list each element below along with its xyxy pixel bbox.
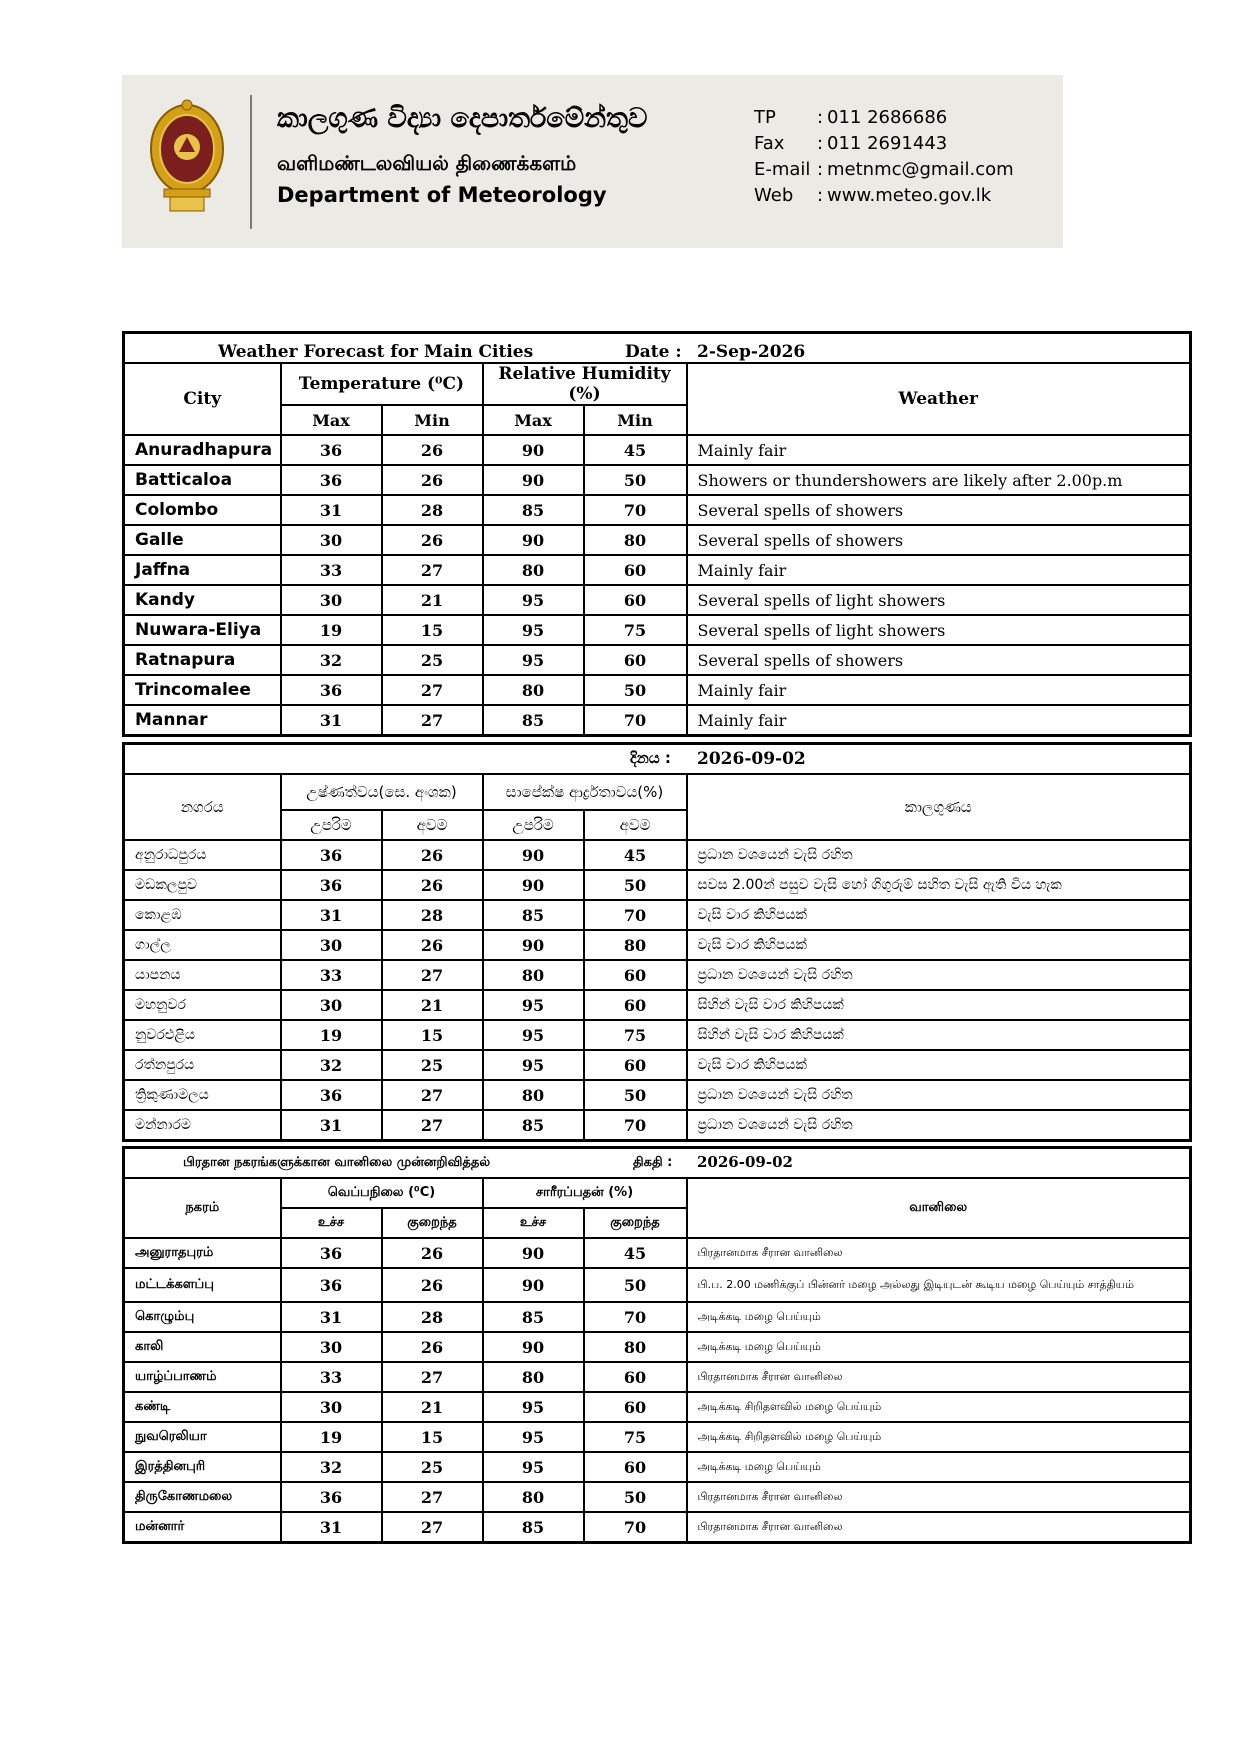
rh-max-cell: 90 [483, 870, 584, 900]
table-row [124, 1268, 1191, 1302]
rh-max-cell: 95 [483, 1422, 584, 1452]
temp-max-cell: 30 [281, 1392, 382, 1422]
temp-min-cell: 26 [382, 840, 483, 870]
table-row [124, 900, 1191, 930]
header-row [124, 774, 1191, 810]
col-header-temp-min: අවම [382, 810, 483, 840]
contact-separator: : [817, 107, 824, 128]
table-body [124, 435, 1191, 736]
col-header-weather: வானிலை [687, 1178, 1191, 1238]
weather-cell: Several spells of showers [687, 495, 1191, 525]
rh-min-cell: 45 [584, 435, 687, 465]
header-banner [122, 75, 1063, 248]
temp-min-cell: 28 [382, 1302, 483, 1332]
date-label: Date : [625, 342, 682, 362]
temp-max-cell: 30 [281, 525, 382, 555]
temp-min-cell: 26 [382, 930, 483, 960]
table-row [124, 705, 1191, 736]
rh-min-cell: 60 [584, 585, 687, 615]
table-row [124, 1482, 1191, 1512]
temp-max-cell: 30 [281, 930, 382, 960]
temp-max-cell: 31 [281, 495, 382, 525]
temp-max-cell: 33 [281, 555, 382, 585]
contact-block [754, 105, 1014, 209]
city-cell: Galle [124, 525, 281, 555]
temp-max-cell: 36 [281, 675, 382, 705]
rh-max-cell: 90 [483, 930, 584, 960]
rh-min-cell: 60 [584, 1050, 687, 1080]
rh-max-cell: 85 [483, 1110, 584, 1141]
temp-min-cell: 26 [382, 1238, 483, 1268]
contact-value[interactable]: www.meteo.gov.lk [827, 185, 992, 206]
temp-max-cell: 31 [281, 1302, 382, 1332]
temp-max-cell: 31 [281, 900, 382, 930]
col-header-temp-max: Max [281, 405, 382, 435]
weather-cell: Mainly fair [687, 675, 1191, 705]
temp-max-cell: 36 [281, 840, 382, 870]
table-title-row [124, 333, 1191, 364]
col-header-weather: Weather [687, 363, 1191, 435]
temp-min-cell: 27 [382, 1110, 483, 1141]
rh-min-cell: 45 [584, 840, 687, 870]
table-row [124, 1238, 1191, 1268]
temp-max-cell: 36 [281, 1268, 382, 1302]
temp-max-cell: 30 [281, 990, 382, 1020]
rh-max-cell: 90 [483, 525, 584, 555]
city-cell: காலி [124, 1332, 281, 1362]
table-body [124, 1238, 1191, 1543]
rh-min-cell: 45 [584, 1238, 687, 1268]
rh-max-cell: 80 [483, 1080, 584, 1110]
weather-cell: සවස 2.00න් පසුව වැසි හෝ ගිගුරුම් සහිත වැසි ඇති විය හැක [687, 870, 1191, 900]
date-value: 2026-09-02 [697, 1153, 793, 1171]
rh-min-cell: 70 [584, 1512, 687, 1543]
temp-max-cell: 31 [281, 1110, 382, 1141]
city-cell: මන්නාරම [124, 1110, 281, 1141]
table-title-row [124, 744, 1191, 775]
table-title-cell [124, 1148, 1191, 1179]
col-header-city: City [124, 363, 281, 435]
contact-value[interactable]: metnmc@gmail.com [827, 159, 1014, 180]
city-cell: Nuwara-Eliya [124, 615, 281, 645]
temp-min-cell: 26 [382, 1332, 483, 1362]
city-cell: Jaffna [124, 555, 281, 585]
table-title-cell [124, 333, 1191, 364]
weather-cell: பி.ப. 2.00 மணிக்குப் பின்னர் மழை அல்லது இடியுடன் கூடிய மழை பெய்யும் சாத்தியம் [687, 1268, 1191, 1302]
col-header-weather: කාලගුණය [687, 774, 1191, 840]
rh-max-cell: 90 [483, 465, 584, 495]
temp-max-cell: 36 [281, 1080, 382, 1110]
temp-min-cell: 15 [382, 615, 483, 645]
rh-max-cell: 85 [483, 900, 584, 930]
city-cell: Colombo [124, 495, 281, 525]
table-title: பிரதான நகரங்களுக்கான வானிலை முன்னறிவித்தல் [183, 1155, 491, 1170]
table-row [124, 1392, 1191, 1422]
rh-max-cell: 95 [483, 1020, 584, 1050]
weather-cell: பிரதானமாக சீரான வானிலை [687, 1482, 1191, 1512]
temp-min-cell: 21 [382, 990, 483, 1020]
weather-cell: Several spells of showers [687, 525, 1191, 555]
table-row [124, 495, 1191, 525]
rh-max-cell: 95 [483, 585, 584, 615]
date-value: 2-Sep-2026 [697, 342, 806, 362]
weather-cell: அடிக்கடி மழை பெய்யும் [687, 1332, 1191, 1362]
temp-max-cell: 19 [281, 615, 382, 645]
rh-max-cell: 95 [483, 1392, 584, 1422]
temp-max-cell: 19 [281, 1422, 382, 1452]
rh-min-cell: 80 [584, 1332, 687, 1362]
city-cell: ගාල්ල [124, 930, 281, 960]
table-row [124, 675, 1191, 705]
weather-cell: සිහින් වැසි වාර කිහිපයක් [687, 990, 1191, 1020]
contact-fax [754, 131, 1014, 157]
temp-min-cell: 26 [382, 465, 483, 495]
rh-max-cell: 95 [483, 990, 584, 1020]
table-row [124, 840, 1191, 870]
temp-max-cell: 33 [281, 960, 382, 990]
forecast-table-sinhala [122, 742, 1192, 1142]
weather-cell: அடிக்கடி மழை பெய்யும் [687, 1302, 1191, 1332]
col-header-rh-min: Min [584, 405, 687, 435]
temp-max-cell: 36 [281, 435, 382, 465]
temp-min-cell: 27 [382, 1482, 483, 1512]
rh-max-cell: 80 [483, 1362, 584, 1392]
city-cell: මහනුවර [124, 990, 281, 1020]
rh-max-cell: 90 [483, 1268, 584, 1302]
table-row [124, 1362, 1191, 1392]
temp-max-cell: 36 [281, 1482, 382, 1512]
weather-cell: සිහින් වැසි වාර කිහිපයක් [687, 1020, 1191, 1050]
city-cell: අනුරාධපුරය [124, 840, 281, 870]
temp-max-cell: 30 [281, 585, 382, 615]
weather-cell: වැසි වාර කිහිපයක් [687, 930, 1191, 960]
rh-min-cell: 70 [584, 900, 687, 930]
contact-label: TP [754, 107, 776, 128]
temp-min-cell: 27 [382, 675, 483, 705]
city-cell: මඩකලපුව [124, 870, 281, 900]
table-row [124, 1332, 1191, 1362]
city-cell: இரத்தினபுரி [124, 1452, 281, 1482]
table-row [124, 1110, 1191, 1141]
rh-min-cell: 60 [584, 1392, 687, 1422]
col-header-humidity: சாரீரப்பதன் (%) [483, 1178, 687, 1208]
temp-min-cell: 21 [382, 1392, 483, 1422]
rh-min-cell: 75 [584, 615, 687, 645]
city-cell: Mannar [124, 705, 281, 736]
temp-min-cell: 15 [382, 1020, 483, 1050]
col-header-temp-min: குறைந்த [382, 1208, 483, 1238]
temp-min-cell: 21 [382, 585, 483, 615]
weather-cell: Showers or thundershowers are likely after 2.00p.m [687, 465, 1191, 495]
weather-cell: பிரதானமாக சீரான வானிலை [687, 1362, 1191, 1392]
table-title-cell [124, 744, 1191, 775]
temp-max-cell: 36 [281, 1238, 382, 1268]
temp-min-cell: 28 [382, 900, 483, 930]
city-cell: නුවරඑළිය [124, 1020, 281, 1050]
city-cell: Kandy [124, 585, 281, 615]
table-row [124, 960, 1191, 990]
rh-min-cell: 60 [584, 960, 687, 990]
weather-cell: பிரதானமாக சீரான வானிலை [687, 1238, 1191, 1268]
rh-max-cell: 95 [483, 645, 584, 675]
table-title: Weather Forecast for Main Cities [218, 342, 534, 362]
table-row [124, 1080, 1191, 1110]
rh-min-cell: 60 [584, 990, 687, 1020]
rh-min-cell: 80 [584, 525, 687, 555]
temp-min-cell: 26 [382, 525, 483, 555]
col-header-humidity: Relative Humidity (%) [483, 363, 687, 405]
weather-cell: ප්‍රධාන වශයෙන් වැසි රහිත [687, 1110, 1191, 1141]
table-row [124, 990, 1191, 1020]
temp-min-cell: 26 [382, 435, 483, 465]
weather-cell: அடிக்கடி சிறிதளவில் மழை பெய்யும் [687, 1422, 1191, 1452]
date-label: දිනය : [630, 749, 671, 767]
temp-min-cell: 26 [382, 1268, 483, 1302]
rh-min-cell: 50 [584, 1482, 687, 1512]
rh-min-cell: 75 [584, 1020, 687, 1050]
temp-min-cell: 27 [382, 1512, 483, 1543]
rh-min-cell: 50 [584, 465, 687, 495]
weather-cell: වැසි වාර කිහිපයක් [687, 900, 1191, 930]
weather-cell: Several spells of light showers [687, 615, 1191, 645]
table-row [124, 1050, 1191, 1080]
forecast-table-english [122, 331, 1192, 737]
weather-cell: Mainly fair [687, 555, 1191, 585]
temp-min-cell: 27 [382, 705, 483, 736]
temp-min-cell: 27 [382, 555, 483, 585]
table-row [124, 1512, 1191, 1543]
rh-max-cell: 90 [483, 435, 584, 465]
sri-lanka-emblem-icon [146, 97, 228, 217]
weather-cell: Mainly fair [687, 435, 1191, 465]
rh-max-cell: 85 [483, 1512, 584, 1543]
temp-min-cell: 27 [382, 1362, 483, 1392]
rh-min-cell: 70 [584, 1110, 687, 1141]
date-value: 2026-09-02 [697, 749, 806, 769]
temp-min-cell: 28 [382, 495, 483, 525]
date-label: திகதி : [633, 1155, 673, 1170]
city-cell: மட்டக்களப்பு [124, 1268, 281, 1302]
city-cell: யாழ்ப்பாணம் [124, 1362, 281, 1392]
city-cell: நுவரெலியா [124, 1422, 281, 1452]
rh-min-cell: 50 [584, 675, 687, 705]
rh-max-cell: 90 [483, 1238, 584, 1268]
rh-min-cell: 70 [584, 495, 687, 525]
col-header-rh-max: உச்ச [483, 1208, 584, 1238]
header-divider [250, 95, 252, 229]
col-header-temp-max: උපරිම [281, 810, 382, 840]
table-row [124, 585, 1191, 615]
col-header-temperature: Temperature (⁰C) [281, 363, 483, 405]
table-row [124, 1452, 1191, 1482]
table-row [124, 615, 1191, 645]
temp-max-cell: 32 [281, 645, 382, 675]
weather-cell: Several spells of light showers [687, 585, 1191, 615]
table-row [124, 435, 1191, 465]
temp-min-cell: 25 [382, 1452, 483, 1482]
rh-max-cell: 80 [483, 1482, 584, 1512]
weather-cell: அடிக்கடி சிறிதளவில் மழை பெய்யும் [687, 1392, 1191, 1422]
rh-max-cell: 90 [483, 840, 584, 870]
table-row [124, 870, 1191, 900]
forecast-table-tamil [122, 1146, 1192, 1544]
temp-max-cell: 19 [281, 1020, 382, 1050]
city-cell: Anuradhapura [124, 435, 281, 465]
rh-min-cell: 60 [584, 555, 687, 585]
rh-min-cell: 70 [584, 705, 687, 736]
temp-max-cell: 36 [281, 465, 382, 495]
org-name-english: Department of Meteorology [277, 183, 607, 207]
contact-separator: : [817, 133, 824, 154]
weather-cell: වැසි වාර කිහිපයක් [687, 1050, 1191, 1080]
rh-min-cell: 50 [584, 1268, 687, 1302]
table-row [124, 525, 1191, 555]
table-row [124, 465, 1191, 495]
temp-max-cell: 32 [281, 1050, 382, 1080]
temp-max-cell: 31 [281, 1512, 382, 1543]
table-row [124, 645, 1191, 675]
rh-max-cell: 85 [483, 705, 584, 736]
rh-max-cell: 90 [483, 1332, 584, 1362]
temp-min-cell: 26 [382, 870, 483, 900]
col-header-temp-max: உச்ச [281, 1208, 382, 1238]
rh-min-cell: 50 [584, 1080, 687, 1110]
org-name-tamil: வளிமண்டலவியல் திணைக்களம் [277, 151, 577, 175]
rh-max-cell: 85 [483, 1302, 584, 1332]
contact-label: Web [754, 185, 794, 206]
city-cell: அனுராதபுரம் [124, 1238, 281, 1268]
table-title-row [124, 1148, 1191, 1179]
contact-value: 011 2686686 [827, 107, 948, 128]
temp-min-cell: 15 [382, 1422, 483, 1452]
rh-max-cell: 80 [483, 960, 584, 990]
col-header-temperature: வெப்பநிலை (⁰C) [281, 1178, 483, 1208]
org-name-sinhala: කාලගුණ විද්‍යා දෙපාර්තමේන්තුව [277, 103, 648, 134]
col-header-rh-max: උපරිම [483, 810, 584, 840]
city-cell: Trincomalee [124, 675, 281, 705]
contact-web [754, 183, 1014, 209]
rh-min-cell: 80 [584, 930, 687, 960]
col-header-rh-max: Max [483, 405, 584, 435]
city-cell: திருகோணமலை [124, 1482, 281, 1512]
table-row [124, 1302, 1191, 1332]
temp-min-cell: 27 [382, 1080, 483, 1110]
contact-value: 011 2691443 [827, 133, 948, 154]
table-row [124, 1422, 1191, 1452]
weather-cell: பிரதானமாக சீரான வானிலை [687, 1512, 1191, 1543]
rh-max-cell: 80 [483, 675, 584, 705]
temp-min-cell: 25 [382, 645, 483, 675]
col-header-temp-min: Min [382, 405, 483, 435]
col-header-rh-min: குறைந்த [584, 1208, 687, 1238]
rh-max-cell: 95 [483, 615, 584, 645]
col-header-city: නගරය [124, 774, 281, 840]
weather-cell: ප්‍රධාන වශයෙන් වැසි රහිත [687, 840, 1191, 870]
temp-min-cell: 27 [382, 960, 483, 990]
rh-min-cell: 60 [584, 645, 687, 675]
city-cell: යාපනය [124, 960, 281, 990]
temp-max-cell: 33 [281, 1362, 382, 1392]
rh-max-cell: 95 [483, 1050, 584, 1080]
city-cell: மன்னார் [124, 1512, 281, 1543]
col-header-city: நகரம் [124, 1178, 281, 1238]
rh-min-cell: 60 [584, 1362, 687, 1392]
col-header-humidity: සාපේක්ෂ ආර්ද්‍රතාවය(%) [483, 774, 687, 810]
contact-email [754, 157, 1014, 183]
table-row [124, 1020, 1191, 1050]
city-cell: Ratnapura [124, 645, 281, 675]
table-row [124, 555, 1191, 585]
header-row [124, 1178, 1191, 1208]
city-cell: රත්නපුරය [124, 1050, 281, 1080]
weather-cell: Mainly fair [687, 705, 1191, 736]
weather-cell: அடிக்கடி மழை பெய்யும் [687, 1452, 1191, 1482]
table-row [124, 930, 1191, 960]
contact-separator: : [817, 159, 824, 180]
temp-max-cell: 32 [281, 1452, 382, 1482]
rh-max-cell: 80 [483, 555, 584, 585]
rh-min-cell: 70 [584, 1302, 687, 1332]
rh-max-cell: 95 [483, 1452, 584, 1482]
table-body [124, 840, 1191, 1141]
contact-separator: : [817, 185, 824, 206]
temp-max-cell: 31 [281, 705, 382, 736]
city-cell: கொழும்பு [124, 1302, 281, 1332]
col-header-temperature: උෂ්ණත්වය(සෙ. අංශක) [281, 774, 483, 810]
temp-max-cell: 36 [281, 870, 382, 900]
city-cell: Batticaloa [124, 465, 281, 495]
city-cell: ත්‍රිකුණාමලය [124, 1080, 281, 1110]
weather-cell: Several spells of showers [687, 645, 1191, 675]
city-cell: කොළඹ [124, 900, 281, 930]
contact-phone [754, 105, 1014, 131]
rh-max-cell: 85 [483, 495, 584, 525]
col-header-rh-min: අවම [584, 810, 687, 840]
weather-cell: ප්‍රධාන වශයෙන් වැසි රහිත [687, 960, 1191, 990]
contact-label: E-mail [754, 159, 811, 180]
temp-max-cell: 30 [281, 1332, 382, 1362]
weather-cell: ප්‍රධාන වශයෙන් වැසි රහිත [687, 1080, 1191, 1110]
city-cell: கண்டி [124, 1392, 281, 1422]
temp-min-cell: 25 [382, 1050, 483, 1080]
rh-min-cell: 50 [584, 870, 687, 900]
rh-min-cell: 60 [584, 1452, 687, 1482]
header-row [124, 363, 1191, 405]
contact-label: Fax [754, 133, 785, 154]
rh-min-cell: 75 [584, 1422, 687, 1452]
